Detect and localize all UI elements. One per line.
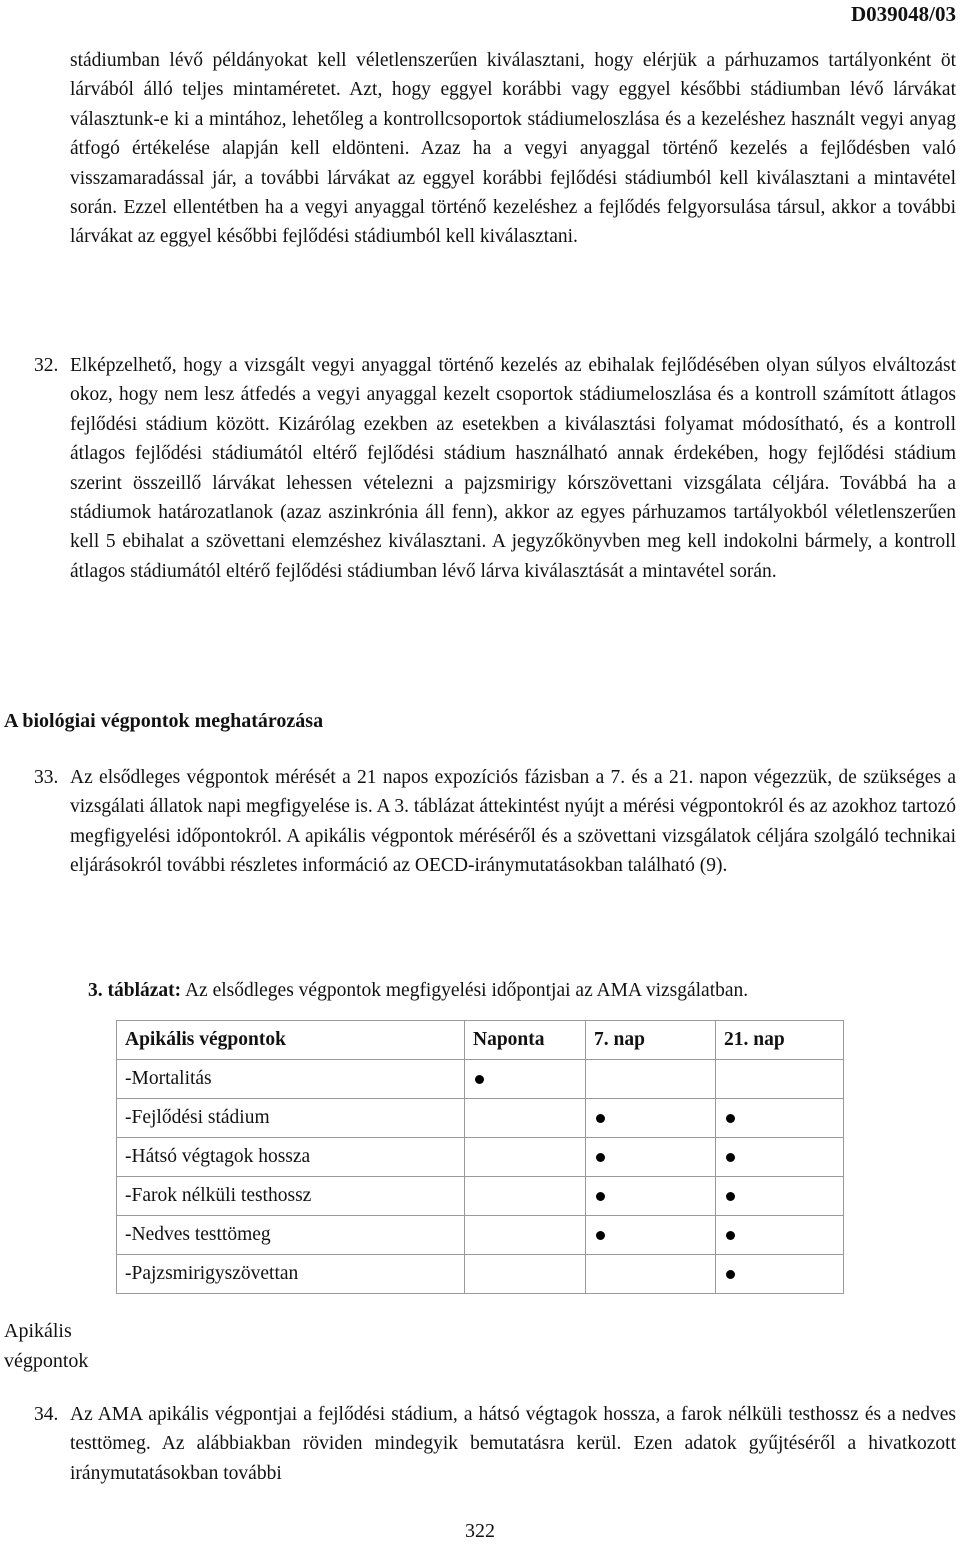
cell-day21 bbox=[716, 1060, 844, 1099]
table-caption-label: 3. táblázat: bbox=[88, 980, 182, 1001]
bullet-dot-icon bbox=[726, 1231, 735, 1240]
paragraph-continued: stádiumban lévő példányokat kell véletlenszerűen kiválasztani, hogy elérjük a párhuzamos tartályonként öt lárvából álló teljes mintaméretet. Azt, hogy eggyel korábbi vagy eggyel későbbi stádiumban lévő lárvákat választunk-e ki a mintához, lehetőleg a kontrollcsoportok stádiumeloszlása és a kezeléshez használt vegyi anyag átfogó értékelése alapján kell eldönteni. Azaz ha a vegyi anyaggal történő kezelés a fejlődésben való visszamaradással jár, a további lárvákat az eggyel korábbi fejlődési stádiumból kell kiválasztani a mintavétel során. Ezzel ellentétben ha a vegyi anyaggal történő kezeléshez a fejlődés felgyorsulása társul, akkor a további lárvákat az eggyel későbbi fejlődési stádiumból kell kiválasztani. bbox=[70, 50, 956, 248]
cell-day21 bbox=[716, 1099, 844, 1138]
cell-day7 bbox=[586, 1099, 716, 1138]
cell-daily bbox=[465, 1177, 586, 1216]
header-daily: Naponta bbox=[465, 1021, 586, 1060]
endpoint-label: -Mortalitás bbox=[117, 1060, 465, 1099]
bullet-dot-icon bbox=[726, 1270, 735, 1279]
paragraph-33: Az elsődleges végpontok mérését a 21 napos expozíciós fázisban a 7. és a 21. napon végezzük, de szükséges a vizsgálati állatok napi megfigyelése is. A 3. táblázat áttekintést nyújt a mérési végpontokról és az azokhoz tartozó megfigyelési időpontokról. A apikális végpontok méréséről és a szövettani vizsgálatok céljára szolgáló technikai eljárásokról további részletes információ az OECD-iránymutatásokban található (9). bbox=[70, 767, 956, 877]
document-id: D039048/03 bbox=[851, 2, 956, 26]
table-row bbox=[117, 1060, 844, 1099]
cell-day7 bbox=[586, 1138, 716, 1177]
endpoint-label: -Farok nélküli testhossz bbox=[117, 1177, 465, 1216]
paragraph-32: Elképzelhető, hogy a vizsgált vegyi anyaggal történő kezelés az ebihalak fejlődésében olyan súlyos elváltozást okoz, hogy nem lesz átfedés a vegyi anyaggal kezelt csoportok stádiumeloszlása és a kontroll számított átlagos fejlődési stádium között. Kizárólag ezekben az esetekben a kiválasztási folyamat módosítható, és a kontroll átlagos fejlődési stádiumától eltérő fejlődési stádium használható annak érdekében, hogy fejlődési stádium szerint összeillő lárvákat lehessen vételezni a pajzsmirigy kórszövettani vizsgálata céljára. Továbbá ha a stádiumok határozatlanok (azaz aszinkrónia áll fenn), akkor az egyes párhuzamos tartályokból véletlenszerűen kell 5 ebihalat a szövettani elemzéshez kiválasztani. A jegyzőkönyvben meg kell indokolni bármely, a kontroll átlagos stádiumától eltérő fejlődési stádiumban lévő lárva kiválasztását a mintavétel során. bbox=[70, 355, 956, 582]
table-row bbox=[117, 1138, 844, 1177]
cell-daily bbox=[465, 1255, 586, 1294]
endpoint-label: -Nedves testtömeg bbox=[117, 1216, 465, 1255]
cell-day7 bbox=[586, 1177, 716, 1216]
cell-day21 bbox=[716, 1138, 844, 1177]
bullet-dot-icon bbox=[596, 1153, 605, 1162]
cell-day7 bbox=[586, 1060, 716, 1099]
margin-note-line2: végpontok bbox=[4, 1350, 89, 1372]
paragraph-34: Az AMA apikális végpontjai a fejlődési stádium, a hátsó végtagok hossza, a farok nélküli testhossz és a nedves testtömeg. Az alábbiakban röviden mindegyik bemutatásra kerül. Ezen adatok gyűjtéséről a hivatkozott iránymutatásokban további bbox=[70, 1404, 956, 1484]
paragraph-number-32: 32. bbox=[34, 355, 59, 376]
table-row bbox=[117, 1099, 844, 1138]
header-endpoint: Apikális végpontok bbox=[117, 1021, 465, 1060]
endpoints-table bbox=[116, 1020, 844, 1294]
cell-day21 bbox=[716, 1216, 844, 1255]
header-day7: 7. nap bbox=[586, 1021, 716, 1060]
endpoint-label: -Hátsó végtagok hossza bbox=[117, 1138, 465, 1177]
table-caption bbox=[88, 980, 748, 1002]
table-row bbox=[117, 1177, 844, 1216]
bullet-dot-icon bbox=[596, 1192, 605, 1201]
header-day21: 21. nap bbox=[716, 1021, 844, 1060]
bullet-dot-icon bbox=[596, 1114, 605, 1123]
section-heading: A biológiai végpontok meghatározása bbox=[4, 710, 324, 732]
table-header-row bbox=[117, 1021, 844, 1060]
cell-day21 bbox=[716, 1177, 844, 1216]
cell-day7 bbox=[586, 1255, 716, 1294]
cell-day7 bbox=[586, 1216, 716, 1255]
bullet-dot-icon bbox=[726, 1192, 735, 1201]
table-row bbox=[117, 1255, 844, 1294]
endpoint-label: -Fejlődési stádium bbox=[117, 1099, 465, 1138]
bullet-dot-icon bbox=[596, 1231, 605, 1240]
bullet-dot-icon bbox=[475, 1075, 484, 1084]
bullet-dot-icon bbox=[726, 1153, 735, 1162]
page-number: 322 bbox=[465, 1520, 495, 1542]
margin-note bbox=[4, 1316, 124, 1376]
margin-note-line1: Apikális bbox=[4, 1320, 72, 1342]
cell-daily bbox=[465, 1099, 586, 1138]
cell-daily bbox=[465, 1060, 586, 1099]
paragraph-number-34: 34. bbox=[34, 1404, 59, 1425]
cell-daily bbox=[465, 1138, 586, 1177]
endpoint-label: -Pajzsmirigyszövettan bbox=[117, 1255, 465, 1294]
bullet-dot-icon bbox=[726, 1114, 735, 1123]
paragraph-number-33: 33. bbox=[34, 767, 59, 788]
table-caption-text: Az elsődleges végpontok megfigyelési időpontjai az AMA vizsgálatban. bbox=[181, 980, 749, 1001]
table-row bbox=[117, 1216, 844, 1255]
cell-day21 bbox=[716, 1255, 844, 1294]
cell-daily bbox=[465, 1216, 586, 1255]
